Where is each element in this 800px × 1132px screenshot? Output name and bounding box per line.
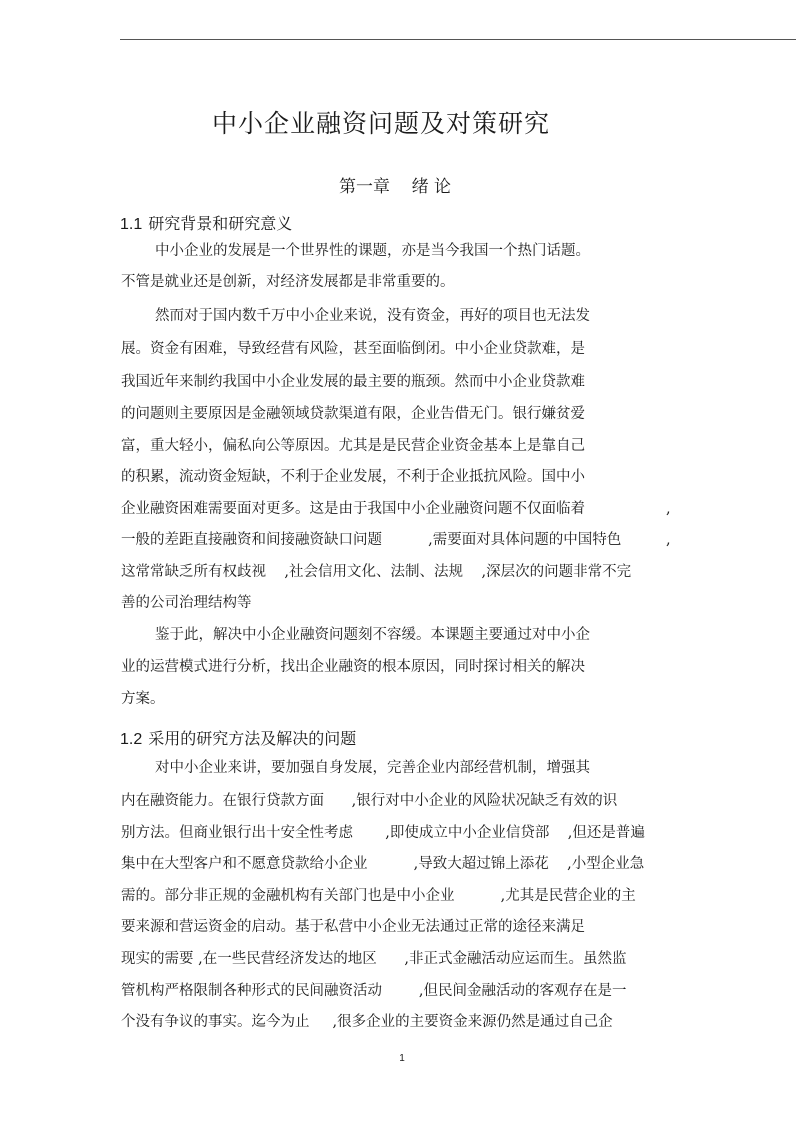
- paragraph-line: 的问题则主要原因是金融领域贷款渠道有限，企业告借无门。银行嫌贫爱: [121, 406, 585, 422]
- paragraph-line: 方案。: [121, 691, 165, 707]
- paragraph-line: 管机构严格限制各种形式的民间融资活动 ,但民间金融活动的客观存在是一: [121, 983, 627, 999]
- paragraph-line: 的积累，流动资金短缺，不利于企业发展，不利于企业抵抗风险。国中小: [121, 469, 585, 485]
- paragraph-line: 集中在大型客户和不愿意贷款给小企业 ,导致大超过锦上添花 ,小型企业急: [121, 856, 645, 872]
- paragraph-line: 业的运营模式进行分析，找出企业融资的根本原因，同时探讨相关的解决: [121, 659, 585, 675]
- paragraph-line: 善的公司治理结构等: [121, 595, 252, 611]
- paragraph-line: 企业融资困难需要面对更多。这是由于我国中小企业融资问题不仅面临着: [121, 501, 585, 517]
- section-heading-text: 研究背景和研究意义: [148, 214, 293, 233]
- paragraph-line: 别方法。但商业银行出十安全性考虑 ,即使成立中小企业信贷部 ,但还是普遍: [121, 825, 645, 841]
- paragraph-line: 需的。部分非正规的金融机构有关部门也是中小企业 ,尤其是民营企业的主: [121, 888, 636, 904]
- document-title: 中小企业融资问题及对策研究: [211, 109, 550, 138]
- section-heading-1-1: [120, 211, 292, 234]
- chapter-title: 第一章 绪 论: [338, 177, 452, 197]
- header-rule: [120, 39, 796, 40]
- page-number: 1: [399, 1053, 405, 1064]
- paragraph-line: 展。资金有困难，导致经营有风险，甚至面临倒闭。中小企业贷款难，是: [121, 341, 585, 357]
- paragraph-line: 这常常缺乏所有权歧视 ,社会信用文化、法制、法规 ,深层次的问题非常不完: [121, 564, 632, 580]
- paragraph-line: 中小企业的发展是一个世界性的课题，亦是当今我国一个热门话题。: [155, 243, 590, 259]
- trailing-comma: ,: [666, 532, 671, 548]
- paragraph-line: 鉴于此，解决中小企业融资问题刻不容缓。本课题主要通过对中小企: [155, 627, 590, 643]
- paragraph-line: 对中小企业来讲，要加强自身发展，完善企业内部经营机制，增强其: [155, 760, 590, 776]
- paragraph-line: 我国近年来制约我国中小企业发展的最主要的瓶颈。然而中小企业贷款难: [121, 374, 585, 390]
- section-heading-text: 采用的研究方法及解决的问题: [148, 729, 357, 748]
- paragraph-line: 富，重大轻小，偏私向公等原因。尤其是是民营企业资金基本上是靠自己: [121, 438, 585, 454]
- paragraph-line: 一般的差距直接融资和间接融资缺口问题 ,需要面对具体问题的中国特色: [121, 532, 622, 548]
- section-number: 1.1: [120, 216, 143, 233]
- section-heading-1-2: [120, 726, 356, 749]
- paragraph-line: 内在融资能力。在银行贷款方面 ,银行对中小企业的风险状况缺乏有效的识: [121, 793, 618, 809]
- paragraph-line: 现实的需要 ,在一些民营经济发达的地区 ,非正式金融活动应运而生。虽然监: [121, 951, 627, 967]
- paragraph-line: 要来源和营运资金的启动。基于私营中小企业无法通过正常的途径来满足: [121, 919, 585, 935]
- paragraph-line: 然而对于国内数千万中小企业来说，没有资金，再好的项目也无法发: [155, 308, 590, 324]
- paragraph-line: 个没有争议的事实。迄今为止 ,很多企业的主要资金来源仍然是通过自己企: [121, 1014, 613, 1030]
- trailing-comma: ,: [666, 501, 671, 517]
- section-number: 1.2: [120, 731, 143, 748]
- paragraph-line: 不管是就业还是创新，对经济发展都是非常重要的。: [121, 274, 455, 290]
